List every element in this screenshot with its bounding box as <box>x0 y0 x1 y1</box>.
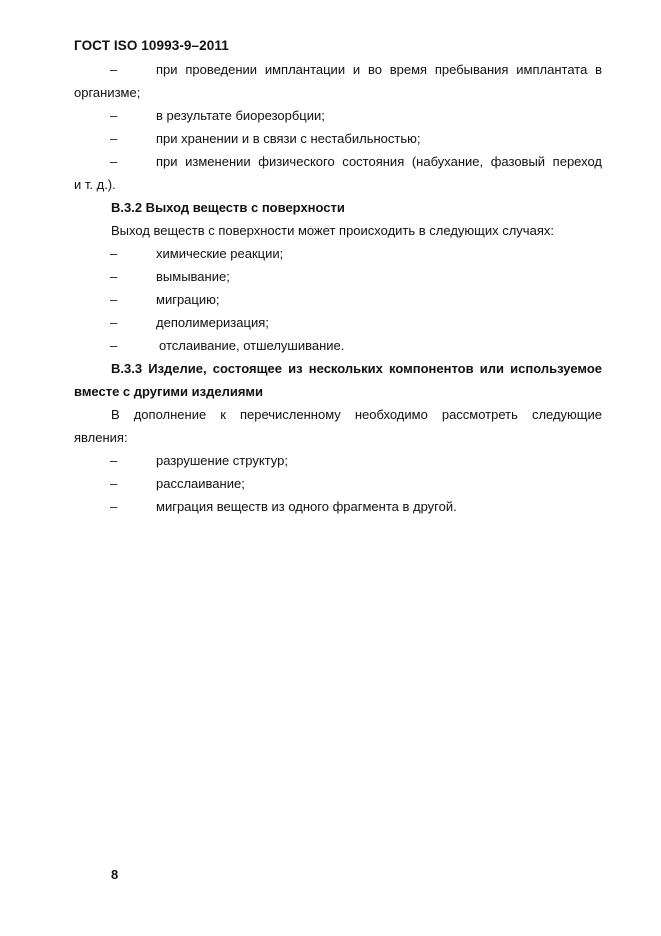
page-number: 8 <box>111 867 119 882</box>
list-dash: – <box>110 269 118 284</box>
list-item-text: расслаивание; <box>156 476 245 491</box>
list-item-text: при изменении физического состояния (набухание, фазовый переход <box>156 154 602 169</box>
list-item-text: при хранении и в связи с нестабильностью; <box>156 131 421 146</box>
list-item-text: при проведении имплантации и во время пребывания имплантата в <box>156 62 602 77</box>
list-item-text: деполимеризация; <box>156 315 269 330</box>
list-item-text: разрушение структур; <box>156 453 288 468</box>
list-item-text: в результате биорезорбции; <box>156 108 325 123</box>
list-item-text: миграция веществ из одного фрагмента в другой. <box>156 499 457 514</box>
section-heading: В.3.2 Выход веществ с поверхности <box>111 200 345 215</box>
list-item-continuation: и т. д.). <box>74 177 116 192</box>
list-dash: – <box>110 62 118 77</box>
list-dash: – <box>110 499 118 514</box>
list-item-continuation: организме; <box>74 85 141 100</box>
list-item-text: миграцию; <box>156 292 220 307</box>
list-dash: – <box>110 338 118 353</box>
list-dash: – <box>110 154 118 169</box>
section-heading: В.3.3 Изделие, состоящее из нескольких компонентов или используемое <box>111 361 602 376</box>
document-header: ГОСТ ISO 10993-9–2011 <box>74 38 229 53</box>
list-item-text: химические реакции; <box>156 246 284 261</box>
paragraph: В дополнение к перечисленному необходимо рассмотреть следующие <box>111 407 602 422</box>
list-dash: – <box>110 131 118 146</box>
section-heading-continuation: вместе с другими изделиями <box>74 384 264 399</box>
paragraph-continuation: явления: <box>74 430 128 445</box>
list-dash: – <box>110 246 118 261</box>
list-dash: – <box>110 453 118 468</box>
list-dash: – <box>110 476 118 491</box>
list-dash: – <box>110 292 118 307</box>
list-dash: – <box>110 315 118 330</box>
list-dash: – <box>110 108 118 123</box>
paragraph: Выход веществ с поверхности может происходить в следующих случаях: <box>111 223 554 238</box>
list-item-text: вымывание; <box>156 269 230 284</box>
list-item-text: отслаивание, отшелушивание. <box>159 338 345 353</box>
